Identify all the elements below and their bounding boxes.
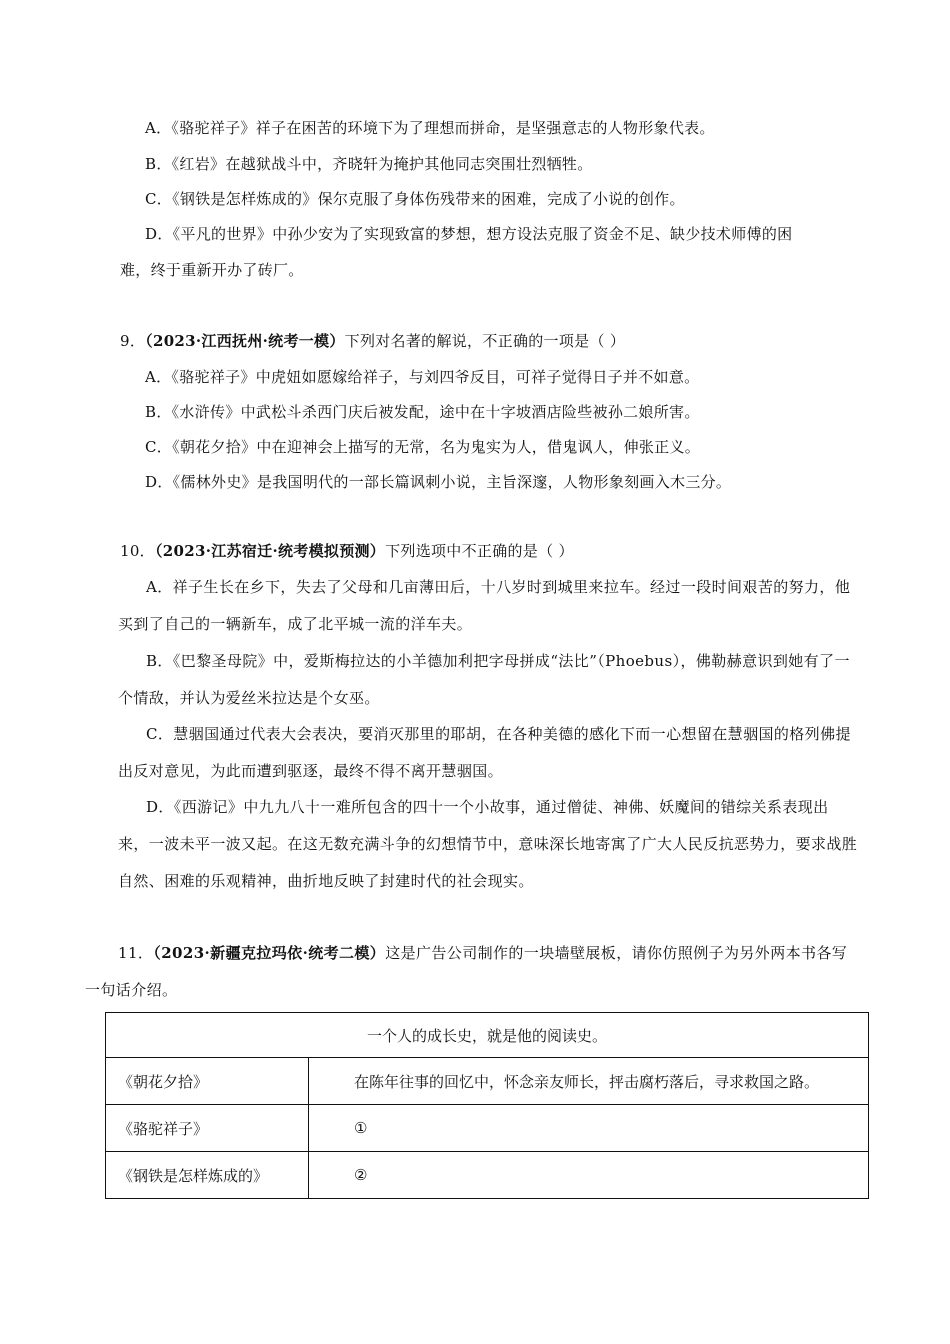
table-row <box>106 1105 869 1152</box>
answer-blank-cell[interactable]: ① <box>309 1105 869 1152</box>
q10-stem <box>120 541 574 561</box>
q8-option-c: C．《钢铁是怎样炼成的》保尔克服了身体伤残带来的困难，完成了小说的创作。 <box>145 190 685 208</box>
q11-number: 11． <box>118 944 154 962</box>
q9-question: 下列对名著的解说，不正确的一项是（ ） <box>344 332 626 350</box>
q8-option-a: A．《骆驼祥子》祥子在困苦的环境下为了理想而拼命，是坚强意志的人物形象代表。 <box>145 119 715 137</box>
q8-option-b: B．《红岩》在越狱战斗中，齐晓轩为掩护其他同志突围壮烈牺牲。 <box>145 155 593 173</box>
book-title-cell: 《骆驼祥子》 <box>106 1105 309 1152</box>
table-title-row <box>106 1013 869 1058</box>
book-description-cell: 在陈年往事的回忆中，怀念亲友师长，抨击腐朽落后，寻求救国之路。 <box>309 1058 869 1105</box>
q9-stem <box>120 331 625 351</box>
q8-option-d-line2: 难，终于重新开办了砖厂。 <box>120 261 304 279</box>
q11-question: 这是广告公司制作的一块墙壁展板，请你仿照例子为另外两本书各写一句话介绍。 <box>85 944 848 999</box>
wall-board-table <box>105 1012 869 1199</box>
q9-option-d: D．《儒林外史》是我国明代的一部长篇讽刺小说，主旨深邃，人物形象刻画入木三分。 <box>145 473 732 491</box>
answer-blank-cell[interactable]: ② <box>309 1152 869 1199</box>
q9-source: （2023·江西抚州·统考一模） <box>145 332 345 350</box>
q10-option-a: A．祥子生长在乡下，失去了父母和几亩薄田后，十八岁时到城里来拉车。经过一段时间艰苦的努力，他买到了自己的一辆新车，成了北平城一流的洋车夫。 <box>118 578 851 633</box>
q10-number: 10． <box>120 542 155 560</box>
table-title: 一个人的成长史，就是他的阅读史。 <box>106 1013 869 1058</box>
q11-stem <box>85 935 860 1009</box>
table-row <box>106 1152 869 1199</box>
q9-option-c: C．《朝花夕拾》中在迎神会上描写的无常，名为鬼实为人，借鬼讽人，伸张正义。 <box>145 438 701 456</box>
q10-option-c: C．慧骃国通过代表大会表决，要消灭那里的耶胡，在各种美德的感化下而一心想留在慧骃国的格列佛提出反对意见，为此而遭到驱逐，最终不得不离开慧骃国。 <box>118 725 851 780</box>
q10-source: （2023·江苏宿迁·统考模拟预测） <box>155 542 386 560</box>
q9-option-a: A．《骆驼祥子》中虎妞如愿嫁给祥子，与刘四爷反目，可祥子觉得日子并不如意。 <box>145 368 700 386</box>
q9-number: 9． <box>120 332 146 350</box>
book-title-cell: 《钢铁是怎样炼成的》 <box>106 1152 309 1199</box>
book-title-cell: 《朝花夕拾》 <box>106 1058 309 1105</box>
q9-option-b: B．《水浒传》中武松斗杀西门庆后被发配，途中在十字坡酒店险些被孙二娘所害。 <box>145 403 700 421</box>
q10-option-b: B．《巴黎圣母院》中，爱斯梅拉达的小羊德加利把字母拼成“法比”（Phoebus），佛勒赫意识到她有了一个情敌，并认为爱丝米拉达是个女巫。 <box>118 652 850 707</box>
q8-option-d-line1: D．《平凡的世界》中孙少安为了实现致富的梦想，想方设法克服了资金不足、缺少技术师傅的困 <box>145 225 793 243</box>
q11-source: （2023·新疆克拉玛依·统考二模） <box>153 944 386 962</box>
table-row <box>106 1058 869 1105</box>
q10-question: 下列选项中不正确的是（ ） <box>385 542 574 560</box>
q10-option-d: D．《西游记》中九九八十一难所包含的四十一个小故事，通过僧徒、神佛、妖魔间的错综关系表现出来，一波未平一波又起。在这无数充满斗争的幻想情节中，意味深长地寄寓了广大人民反抗恶势力，要求战胜自然、困难的乐观精神，曲折地反映了封建时代的社会现实。 <box>118 798 858 890</box>
